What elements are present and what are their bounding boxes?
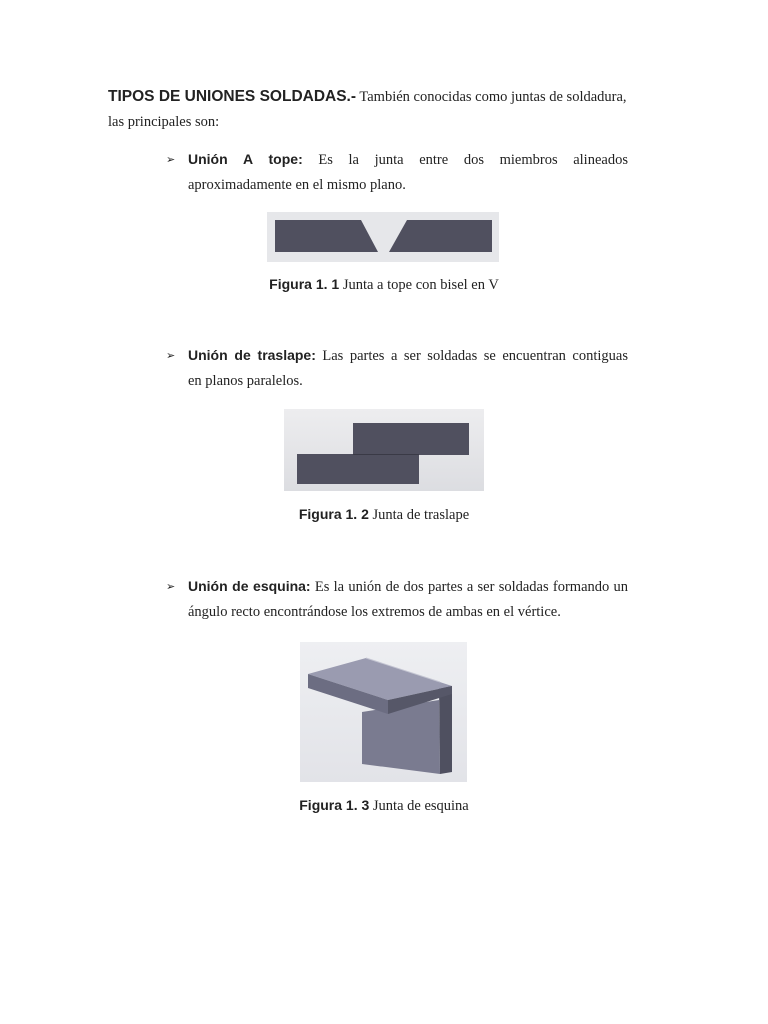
list-item-lap-joint [166,343,628,394]
figure-caption-1: Figura 1. 1 Junta a tope con bisel en V [269,276,499,293]
figure-caption-3: Figura 1. 3 Junta de esquina [299,797,469,814]
arrow-bullet-icon: ➢ [166,349,176,362]
right-plate [389,220,492,252]
intro-text: También conocidas como juntas de soldadura, las principales son: [108,89,627,130]
arrow-bullet-icon: ➢ [166,580,176,593]
item-line-1: Unión de traslape: Las partes a ser soldadas se encuentran contiguas [188,347,628,364]
lower-plate [297,454,419,484]
item-line-2: aproximadamente en el mismo plano. [188,177,406,193]
figure-lap-joint [284,409,484,491]
item-lead: Unión de esquina: [188,578,311,594]
vertical-plate-edge [439,686,452,774]
item-line-2: ángulo recto encontrándose los extremos de ambas en el vértice. [188,604,561,620]
item-lead: Unión de traslape: [188,347,316,363]
figure-caption-2: Figura 1. 2 Junta de traslape [298,506,470,523]
arrow-bullet-icon: ➢ [166,153,176,166]
list-item-butt-joint [166,147,628,198]
figure-butt-joint [267,212,499,262]
item-lead: Unión A tope: [188,151,303,167]
item-line-2: en planos paralelos. [188,373,303,389]
intro-paragraph [108,84,628,135]
list-item-corner-joint [166,574,628,625]
section-heading: TIPOS DE UNIONES SOLDADAS.- [108,88,357,105]
figure-corner-joint [300,642,467,782]
left-plate [275,220,378,252]
item-line-1: Unión de esquina: Es la unión de dos partes a ser soldadas formando un [188,578,629,595]
upper-plate [353,423,469,455]
vertical-plate-front [362,700,440,774]
item-line-1: Unión A tope: Es la junta entre dos miembros alineados [188,151,628,168]
